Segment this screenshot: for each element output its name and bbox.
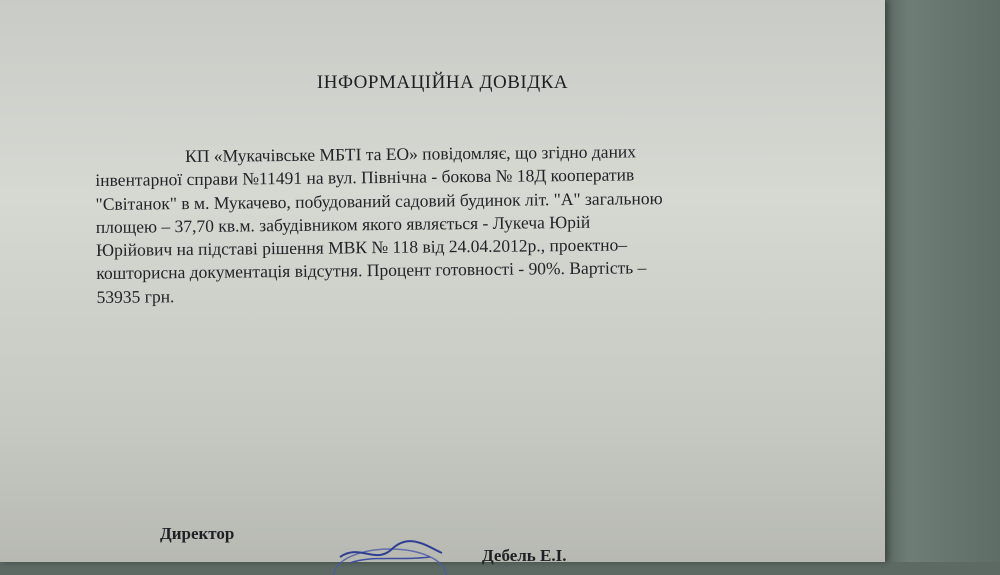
stamp-signature-icon — [330, 535, 450, 575]
body-line-2: інвентарної справи №11491 на вул. Північна - бокова № 18Д кооператив — [95, 164, 635, 191]
body-line-6: кошторисна документація відсутня. Процент готовності - 90%. Вартість – — [96, 257, 647, 284]
body-line-4: площею – 37,70 кв.м. забудівником якого являється - Лукеча Юрій — [95, 211, 591, 237]
director-label: Директор — [160, 524, 235, 543]
body-line-5: Юрійович на підставі рішення МВК № 118 від 24.04.2012р., проектно– — [95, 234, 628, 261]
background-folder — [870, 0, 1000, 562]
document-body — [95, 138, 837, 309]
document-title: ІНФОРМАЦІЙНА ДОВІДКА — [316, 72, 569, 93]
body-line-1: КП «Мукачівське МБТІ та ЕО» повідомляє, що згідно даних — [185, 141, 637, 167]
body-line-7: 53935 грн. — [96, 285, 175, 307]
body-line-3: "Світанок" в м. Мукачево, побудований садовий будинок літ. "А" загальною — [95, 187, 663, 214]
signer-name: Дебель Е.І. — [482, 546, 567, 565]
